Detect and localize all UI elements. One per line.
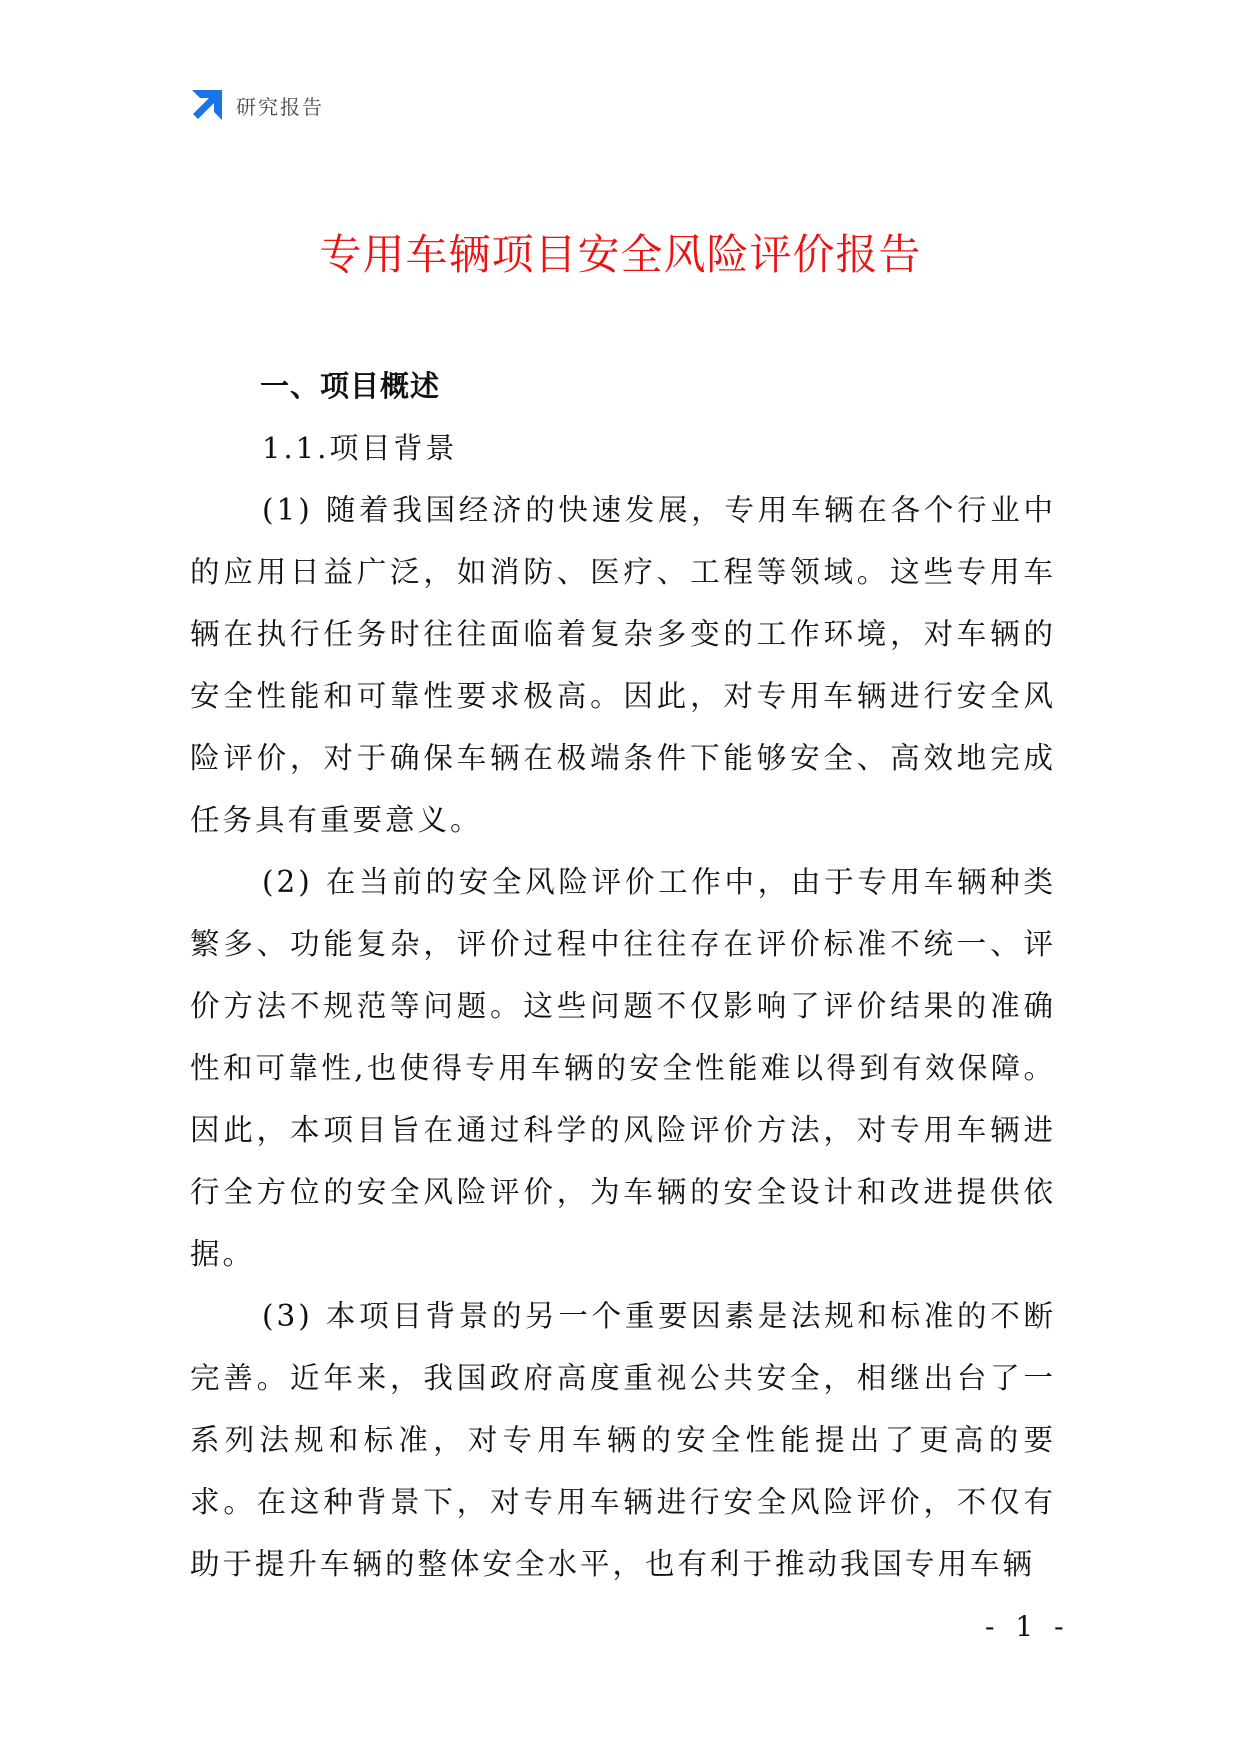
header-label: 研究报告 xyxy=(236,94,324,119)
paragraph-2: (2) 在当前的安全风险评价工作中，由于专用车辆种类繁多、功能复杂，评价过程中往往存在评价标准不统一、评价方法不规范等问题。这些问题不仅影响了评价结果的准确性和可靠性,也使得专用车辆的安全性能难以得到有效保障。因此，本项目旨在通过科学的风险评价方法，对专用车辆进行全方位的安全风险评价，为车辆的安全设计和改进提供依据。 xyxy=(190,865,1056,1271)
page-number: - 1 - xyxy=(985,1610,1070,1643)
subsection-heading: 1.1.项目背景 xyxy=(262,431,458,465)
section-heading: 一、项目概述 xyxy=(260,369,441,403)
document-title: 专用车辆项目安全风险评价报告 xyxy=(319,230,922,279)
paragraph-1: (1) 随着我国经济的快速发展，专用车辆在各个行业中的应用日益广泛，如消防、医疗、工程等领域。这些专用车辆在执行任务时往往面临着复杂多变的工作环境，对车辆的安全性能和可靠性要求极高。因此，对专用车辆进行安全风险评价，对于确保车辆在极端条件下能够安全、高效地完成任务具有重要意义。 xyxy=(190,493,1056,837)
arrow-up-right-icon xyxy=(190,88,224,122)
document-body xyxy=(190,355,1056,1595)
paragraph-3: (3) 本项目背景的另一个重要因素是法规和标准的不断完善。近年来，我国政府高度重视公共安全，相继出台了一系列法规和标准，对专用车辆的安全性能提出了更高的要求。在这种背景下，对专用车辆进行安全风险评价，不仅有助于提升车辆的整体安全水平，也有利于推动我国专用车辆 xyxy=(190,1299,1056,1581)
report-header xyxy=(190,88,324,122)
